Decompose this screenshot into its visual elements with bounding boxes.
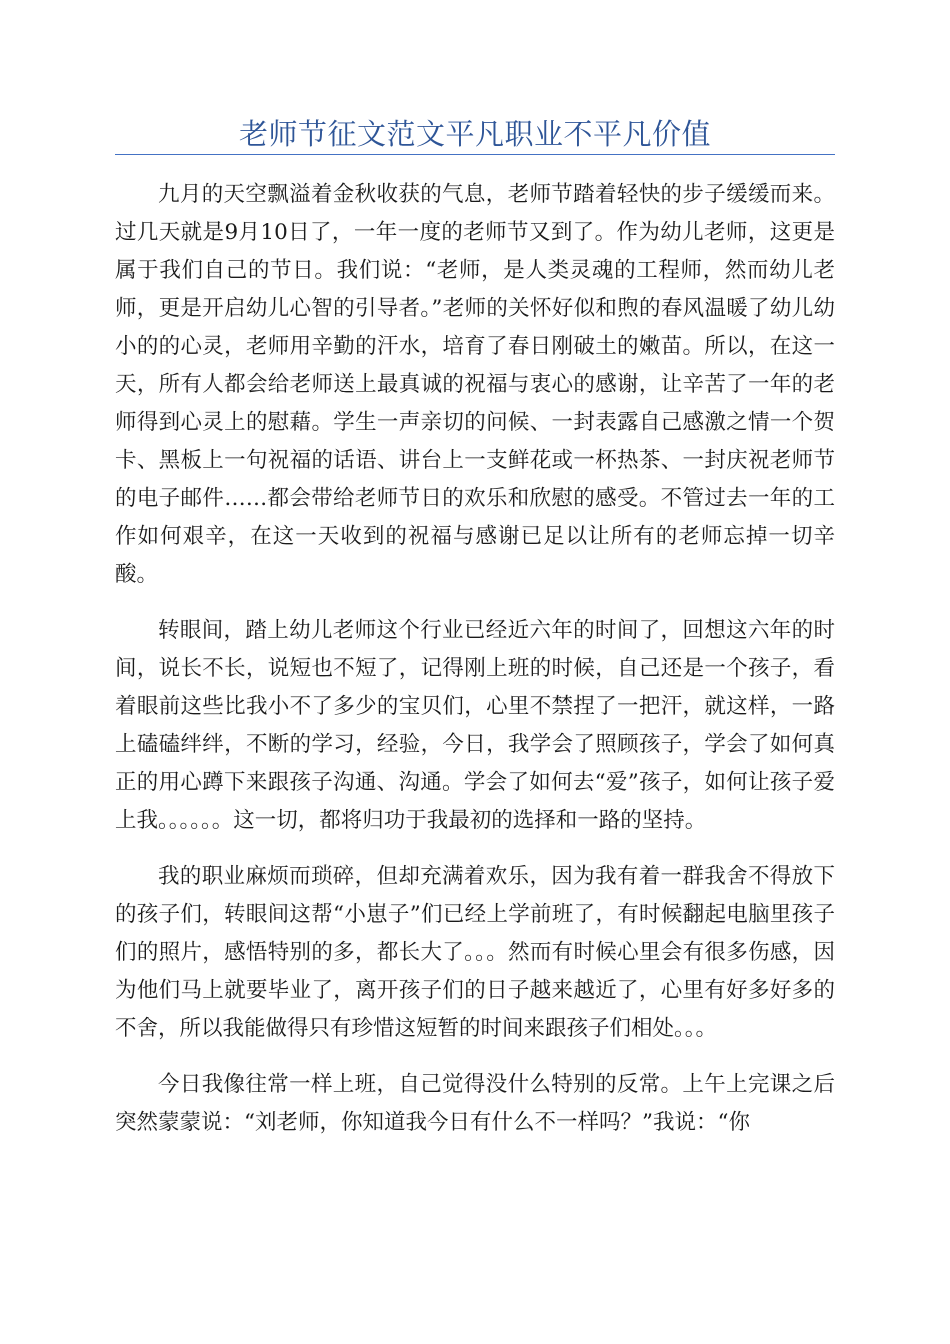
document-body: [115, 176, 835, 1142]
document-title: 老师节征文范文平凡职业不平凡价值: [238, 117, 711, 151]
title-underline: [115, 154, 835, 155]
paragraph: 我的职业麻烦而琐碎，但却充满着欢乐，因为我有着一群我舍不得放下的孩子们，转眼间这帮“小崽子”们已经上学前班了，有时候翻起电脑里孩子们的照片，感悟特别的多，都长大了。。。然而有时候心里会有很多伤感，因为他们马上就要毕业了，离开孩子们的日子越来越近了，心里有好多好多的不舍，所以我能做得只有珍惜这短暂的时间来跟孩子们相处。。。: [115, 864, 835, 1041]
paragraph: 今日我像往常一样上班，自己觉得没什么特别的反常。上午上完课之后突然蒙蒙说：“刘老师，你知道我今日有什么不一样吗？”我说：“你: [115, 1072, 835, 1135]
paragraph: 九月的天空飘溢着金秋收获的气息，老师节踏着轻快的步子缓缓而来。过几天就是9月10日了，一年一度的老师节又到了。作为幼儿老师，这更是属于我们自己的节日。我们说：“老师，是人类灵魂的工程师，然而幼儿老师，更是开启幼儿心智的引导者。”老师的关怀好似和煦的春风温暖了幼儿幼小的的心灵，老师用辛勤的汗水，培育了春日刚破土的嫩苗。所以，在这一天，所有人都会给老师送上最真诚的祝福与衷心的感谢，让辛苦了一年的老师得到心灵上的慰藉。学生一声亲切的问候、一封表露自己感激之情一个贺卡、黑板上一句祝福的话语、讲台上一支鲜花或一杯热茶、一封庆祝老师节的电子邮件……都会带给老师节日的欢乐和欣慰的感受。不管过去一年的工作如何艰辛，在这一天收到的祝福与感谢已足以让所有的老师忘掉一切辛酸。: [115, 182, 835, 587]
paragraph: 转眼间，踏上幼儿老师这个行业已经近六年的时间了，回想这六年的时间，说长不长，说短也不短了，记得刚上班的时候，自己还是一个孩子，看着眼前这些比我小不了多少的宝贝们，心里不禁捏了一把汗，就这样，一路上磕磕绊绊，不断的学习，经验，今日，我学会了照顾孩子，学会了如何真正的用心蹲下来跟孩子沟通、沟通。学会了如何去“爱”孩子，如何让孩子爱上我。。。。。。这一切，都将归功于我最初的选择和一路的坚持。: [115, 618, 835, 833]
